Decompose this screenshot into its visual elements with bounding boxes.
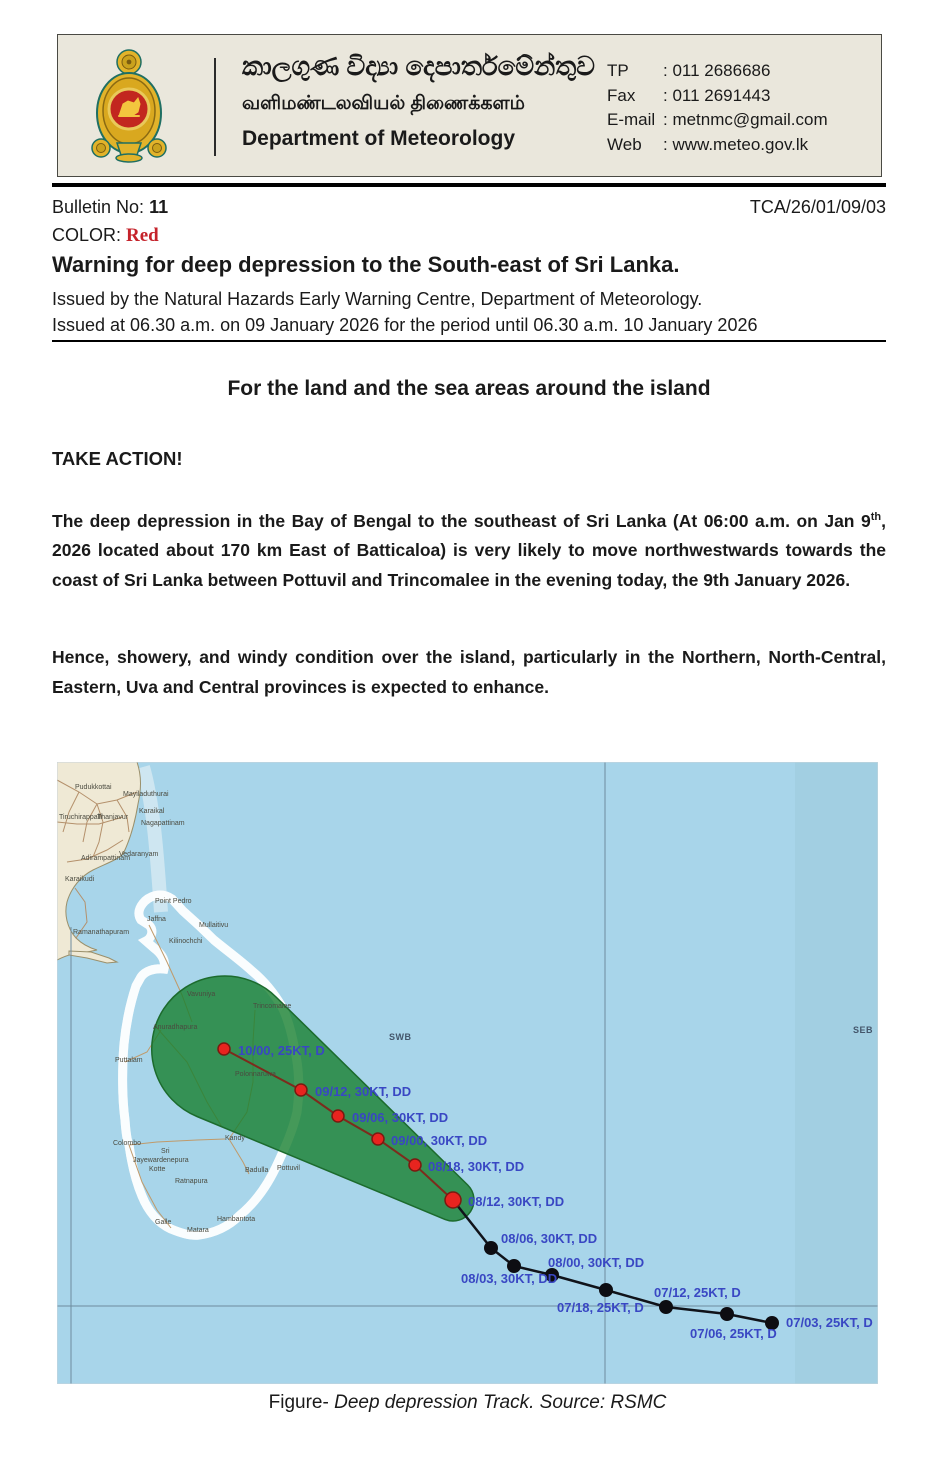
- bulletin-no-label: Bulletin No:: [52, 197, 150, 217]
- forecast-point-09-12: [295, 1084, 307, 1096]
- warning-paragraph-1: The deep depression in the Bay of Bengal to the southeast of Sri Lanka (At 06:00 a.m. on Jan 9th, 2026 located about 170 km East of Batticaloa) is very likely to move northwestwards towards the coast of Sri Lanka between Pottuvil and Trincomalee in the evening today, the 9th January 2026.: [52, 510, 886, 590]
- past-label-08-00: 08/00, 30KT, DD: [548, 1255, 645, 1270]
- past-point-07-12: [659, 1300, 673, 1314]
- city-label: Jayewardenepura: [133, 1157, 189, 1164]
- city-label: Hambantota: [217, 1216, 256, 1223]
- contact-info: [607, 59, 828, 157]
- forecast-label-10-00: 10/00, 25KT, D: [238, 1043, 325, 1058]
- forecast-point-09-00: [372, 1133, 384, 1145]
- city-label: Sri: [161, 1148, 170, 1155]
- past-point-08-06: [484, 1241, 498, 1255]
- past-label-08-03: 08/03, 30KT, DD: [461, 1271, 558, 1286]
- bulletin-color: [52, 225, 886, 247]
- city-label: Pudukkottai: [75, 784, 112, 791]
- city-label: Mullaitivu: [199, 922, 229, 929]
- city-label: Matara: [187, 1227, 209, 1234]
- city-label: Kilinochchi: [169, 938, 203, 945]
- sea-right-band: [795, 762, 878, 1384]
- department-names: [242, 49, 602, 152]
- city-label: Karaikal: [139, 808, 165, 815]
- take-action-text: TAKE ACTION!: [52, 448, 183, 469]
- city-label: Kotte: [149, 1166, 166, 1173]
- color-label: COLOR:: [52, 225, 127, 245]
- department-name-sinhala: කාලගුණ විද්‍යා දෙපාර්තමේන්තුව: [242, 51, 595, 81]
- sri-lanka-emblem-logo: [88, 46, 170, 167]
- city-label: Puttalam: [115, 1057, 143, 1064]
- past-label-08-06: 08/06, 30KT, DD: [501, 1231, 598, 1246]
- region-label-seb: SEB: [853, 1025, 874, 1035]
- city-label: Anuradhapura: [153, 1024, 198, 1031]
- city-label: Pottuvil: [277, 1165, 300, 1172]
- city-label: Mayiladuthurai: [123, 791, 169, 798]
- forecast-label-09-00: 09/00, 30KT, DD: [391, 1133, 488, 1148]
- warning-paragraph-2: Hence, showery, and windy condition over the island, particularly in the Northern, North-Central, Eastern, Uva and Central provinces is expected to enhance.: [52, 647, 886, 697]
- city-label: Ramanathapuram: [73, 929, 130, 936]
- forecast-label-08-18: 08/18, 30KT, DD: [428, 1159, 525, 1174]
- bulletin-no: 11: [149, 197, 169, 217]
- city-label: Polonnaruwa: [235, 1071, 276, 1078]
- color-value: Red: [126, 225, 159, 246]
- city-label: Galle: [155, 1219, 172, 1226]
- header-rule: [52, 183, 886, 187]
- meta-rule: [52, 340, 886, 342]
- issued-by: Issued by the Natural Hazards Early Warning Centre, Department of Meteorology.: [52, 289, 703, 309]
- forecast-label-09-06: 09/06, 30KT, DD: [352, 1110, 449, 1125]
- past-label-07-03: 07/03, 25KT, D: [786, 1315, 873, 1330]
- contact-email: E-mail : metnmc@gmail.com: [607, 110, 828, 129]
- city-label: Vedaranyam: [119, 851, 159, 858]
- header-divider: [214, 58, 216, 156]
- forecast-point-08-12: [445, 1192, 461, 1208]
- warning-title: Warning for deep depression to the South-east of Sri Lanka.: [52, 252, 680, 277]
- forecast-label-08-12: 08/12, 30KT, DD: [468, 1194, 565, 1209]
- city-label: Trincomalee: [253, 1003, 292, 1010]
- caption-text: Deep depression Track. Source: RSMC: [334, 1392, 667, 1413]
- city-label: Kandy: [225, 1135, 245, 1142]
- past-label-07-12: 07/12, 25KT, D: [654, 1285, 741, 1300]
- region-label-swb: SWB: [389, 1032, 412, 1042]
- city-label: Adirampattinam: [81, 855, 131, 862]
- track-map-svg: [57, 762, 878, 1384]
- forecast-point-08-18: [409, 1159, 421, 1171]
- city-label: Jaffna: [147, 916, 166, 923]
- past-point-07-18: [599, 1283, 613, 1297]
- city-label: Colombo: [113, 1140, 142, 1147]
- department-name-english: Department of Meteorology: [242, 127, 516, 150]
- forecast-point-10-00: [218, 1043, 230, 1055]
- city-label: Tiruchirappalli: [59, 814, 103, 821]
- contact-fax: Fax : 011 2691443: [607, 85, 771, 105]
- area-heading: For the land and the sea areas around the island: [227, 377, 711, 400]
- track-map: [57, 762, 878, 1384]
- past-label-07-06: 07/06, 25KT, D: [690, 1326, 777, 1341]
- past-label-07-18: 07/18, 25KT, D: [557, 1300, 644, 1315]
- city-label: Ratnapura: [175, 1178, 208, 1185]
- issued-at: Issued at 06.30 a.m. on 09 January 2026 for the period until 06.30 a.m. 10 January 2026: [52, 315, 758, 335]
- department-name-tamil: வளிமண்டலவியல் திணைக்களம்: [242, 93, 525, 114]
- bulletin-reference: TCA/26/01/09/03: [749, 197, 886, 217]
- forecast-label-09-12: 09/12, 30KT, DD: [315, 1084, 412, 1099]
- header: [57, 34, 882, 177]
- city-label: Karaikudi: [65, 876, 95, 883]
- contact-web: Web : www.meteo.gov.lk: [607, 134, 809, 154]
- city-label: Point Pedro: [155, 898, 192, 905]
- city-label: Badulla: [245, 1167, 269, 1174]
- city-label: Vavuniya: [187, 991, 216, 998]
- city-label: Thanjavur: [97, 814, 129, 821]
- contact-tp: TP : 011 2686686: [607, 61, 771, 80]
- figure-caption: [57, 1392, 878, 1414]
- bulletin-meta: [52, 197, 886, 218]
- past-point-07-06: [720, 1307, 734, 1321]
- forecast-point-09-06: [332, 1110, 344, 1122]
- city-label: Nagapattinam: [141, 820, 185, 827]
- caption-prefix: Figure-: [268, 1392, 335, 1413]
